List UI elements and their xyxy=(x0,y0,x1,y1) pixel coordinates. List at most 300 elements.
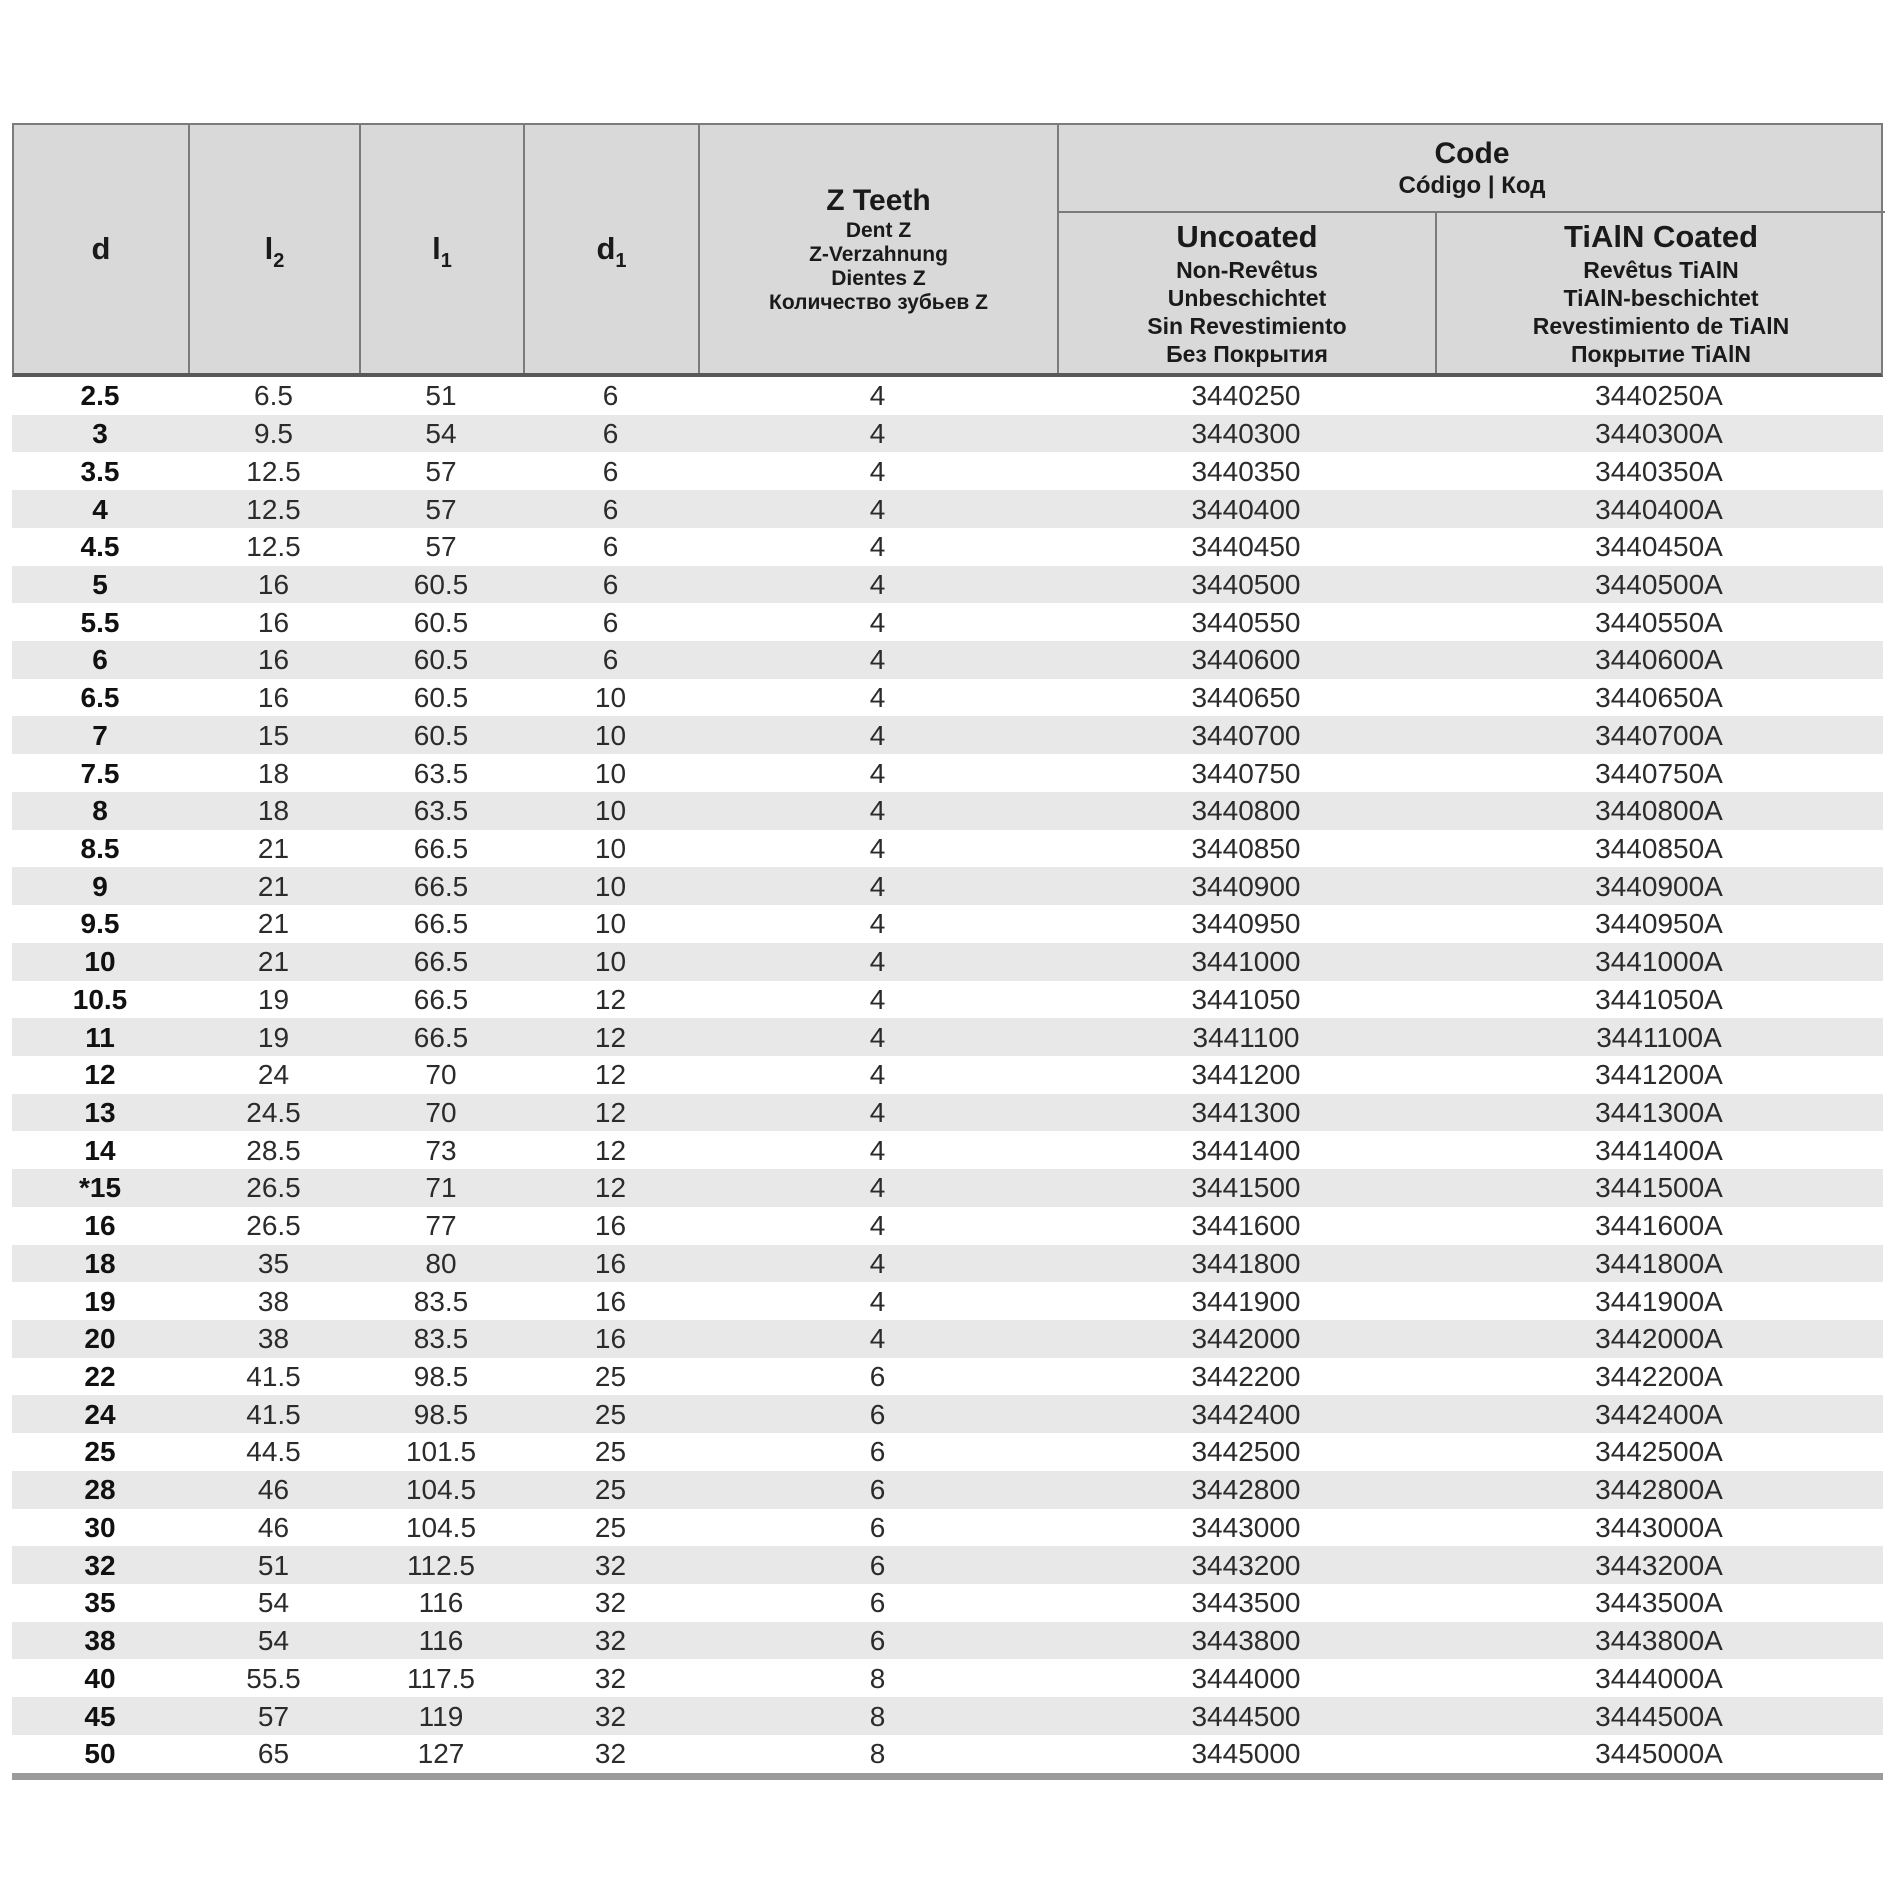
cell-d1: 10 xyxy=(594,870,627,902)
cell-d: 35 xyxy=(84,1587,116,1619)
cell-code-uncoated: 3440900 xyxy=(1191,870,1301,902)
cell-code-tialn-coated: 3440500A xyxy=(1595,568,1723,600)
cell-code-tialn-coated: 3442000A xyxy=(1595,1323,1723,1355)
cell-l1: 83.5 xyxy=(413,1323,469,1355)
uncoated-title: Uncoated xyxy=(1176,219,1318,254)
cell-l2: 54 xyxy=(257,1587,290,1619)
cell-d1: 16 xyxy=(594,1247,627,1279)
cell-code-uncoated: 3441900 xyxy=(1191,1285,1301,1317)
cell-code-tialn-coated: 3440600A xyxy=(1595,644,1723,676)
cell-l1: 83.5 xyxy=(413,1285,469,1317)
header-col-l1-label: l xyxy=(432,231,441,266)
table-row xyxy=(12,1697,1883,1735)
cell-code-tialn-coated: 3440900A xyxy=(1595,870,1723,902)
cell-l2: 35 xyxy=(257,1247,290,1279)
cell-l1: 104.5 xyxy=(405,1474,477,1506)
cell-d: 20 xyxy=(84,1323,116,1355)
cell-l2: 21 xyxy=(257,832,290,864)
cell-d1: 6 xyxy=(602,531,619,563)
cell-d: 9 xyxy=(92,870,108,902)
cell-z-teeth: 4 xyxy=(869,531,886,563)
cell-l1: 116 xyxy=(418,1625,464,1657)
cell-z-teeth: 4 xyxy=(869,908,886,940)
cell-d1: 10 xyxy=(594,757,627,789)
cell-code-tialn-coated: 3441050A xyxy=(1595,983,1723,1015)
cell-d1: 12 xyxy=(594,1097,627,1129)
table-row xyxy=(12,1169,1883,1207)
cell-code-uncoated: 3443500 xyxy=(1191,1587,1301,1619)
uncoated-subtitle-fr: Non-Revêtus xyxy=(1176,257,1318,283)
cell-d: 38 xyxy=(84,1625,116,1657)
cell-code-uncoated: 3440550 xyxy=(1191,606,1301,638)
table-row xyxy=(12,943,1883,981)
cell-l1: 66.5 xyxy=(413,946,469,978)
cell-l2: 15 xyxy=(257,719,290,751)
header-col-d1-label: d xyxy=(596,231,616,266)
cell-code-tialn-coated: 3440250A xyxy=(1595,380,1723,412)
header-col-d xyxy=(14,125,190,373)
cell-d1: 10 xyxy=(594,946,627,978)
cell-d: 5.5 xyxy=(80,606,120,638)
z-teeth-subtitle-es: Dientes Z xyxy=(831,267,926,290)
cell-z-teeth: 8 xyxy=(869,1700,886,1732)
cell-l2: 16 xyxy=(257,644,290,676)
cell-d: 28 xyxy=(84,1474,116,1506)
code-title: Code xyxy=(1434,137,1510,170)
cell-l1: 60.5 xyxy=(413,644,469,676)
header-col-d-label: d xyxy=(91,231,111,266)
cell-z-teeth: 4 xyxy=(869,380,886,412)
cell-d1: 32 xyxy=(594,1587,627,1619)
cell-code-uncoated: 3443200 xyxy=(1191,1549,1301,1581)
tialn-coated-subtitle-ru: Покрытие TiAlN xyxy=(1570,341,1751,367)
table-row xyxy=(12,641,1883,679)
cell-l1: 60.5 xyxy=(413,719,469,751)
cell-code-uncoated: 3440650 xyxy=(1191,682,1301,714)
table-row xyxy=(12,1735,1883,1773)
cell-d: 6.5 xyxy=(80,682,120,714)
cell-d: 7.5 xyxy=(80,757,120,789)
cell-code-uncoated: 3441600 xyxy=(1191,1210,1301,1242)
cell-code-uncoated: 3444000 xyxy=(1191,1662,1301,1694)
cell-code-uncoated: 3441200 xyxy=(1191,1059,1301,1091)
cell-d1: 10 xyxy=(594,719,627,751)
cell-code-tialn-coated: 3441300A xyxy=(1595,1097,1723,1129)
cell-d: 5 xyxy=(92,568,108,600)
cell-code-uncoated: 3441400 xyxy=(1191,1134,1301,1166)
cell-l1: 70 xyxy=(425,1059,457,1091)
table-row xyxy=(12,377,1883,415)
cell-l1: 117.5 xyxy=(407,1662,475,1694)
cell-d1: 6 xyxy=(602,455,619,487)
table-row xyxy=(12,679,1883,717)
cell-code-tialn-coated: 3441200A xyxy=(1595,1059,1723,1091)
cell-z-teeth: 6 xyxy=(869,1361,886,1393)
header-code xyxy=(1059,125,1885,213)
cell-code-tialn-coated: 3442500A xyxy=(1595,1436,1723,1468)
cell-d1: 16 xyxy=(594,1285,627,1317)
cell-code-tialn-coated: 3441400A xyxy=(1595,1134,1723,1166)
cell-l2: 26.5 xyxy=(246,1172,301,1204)
cell-code-uncoated: 3442200 xyxy=(1191,1361,1301,1393)
cell-l2: 65 xyxy=(257,1738,290,1770)
cell-code-uncoated: 3440950 xyxy=(1191,908,1301,940)
cell-code-uncoated: 3440800 xyxy=(1191,795,1301,827)
cell-d1: 25 xyxy=(594,1398,627,1430)
z-teeth-subtitle-ru: Количество зубьев Z xyxy=(769,291,988,314)
cell-l1: 119 xyxy=(418,1700,464,1732)
cell-code-tialn-coated: 3440800A xyxy=(1595,795,1723,827)
cell-code-uncoated: 3440250 xyxy=(1191,380,1301,412)
table-row xyxy=(12,1584,1883,1622)
cell-d1: 32 xyxy=(594,1662,627,1694)
cell-l1: 127 xyxy=(417,1738,465,1770)
header-col-l1 xyxy=(361,125,525,373)
cell-d: 19 xyxy=(84,1285,116,1317)
cell-d: 16 xyxy=(84,1210,116,1242)
cell-d: 25 xyxy=(84,1436,116,1468)
table-header xyxy=(12,123,1883,377)
cell-l2: 21 xyxy=(257,946,290,978)
table-row xyxy=(12,981,1883,1019)
cell-z-teeth: 4 xyxy=(869,1059,886,1091)
cell-l1: 63.5 xyxy=(413,757,469,789)
cell-d1: 12 xyxy=(594,1134,627,1166)
header-col-d1-subscript: 1 xyxy=(615,250,627,272)
cell-d1: 10 xyxy=(594,795,627,827)
cell-d: 6 xyxy=(92,644,108,676)
cell-code-uncoated: 3441000 xyxy=(1191,946,1301,978)
cell-z-teeth: 4 xyxy=(869,455,886,487)
cell-l1: 101.5 xyxy=(405,1436,477,1468)
cell-z-teeth: 6 xyxy=(869,1474,886,1506)
cell-code-tialn-coated: 3443200A xyxy=(1595,1549,1723,1581)
table-row xyxy=(12,1622,1883,1660)
cell-z-teeth: 4 xyxy=(869,719,886,751)
tialn-coated-subtitle-es: Revestimiento de TiAlN xyxy=(1532,313,1790,339)
cell-l1: 80 xyxy=(425,1247,457,1279)
cell-code-uncoated: 3440600 xyxy=(1191,644,1301,676)
cell-code-uncoated: 3443800 xyxy=(1191,1625,1301,1657)
cell-code-uncoated: 3440700 xyxy=(1191,719,1301,751)
tialn-coated-subtitle-fr: Revêtus TiAlN xyxy=(1583,257,1739,283)
cell-d1: 32 xyxy=(594,1625,627,1657)
table-row xyxy=(12,1358,1883,1396)
cell-l1: 66.5 xyxy=(413,908,469,940)
cell-l1: 54 xyxy=(425,418,457,450)
cell-d: 50 xyxy=(84,1738,116,1770)
uncoated-subtitle-es: Sin Revestimiento xyxy=(1147,313,1347,339)
cell-l2: 54 xyxy=(257,1625,290,1657)
cell-code-uncoated: 3440400 xyxy=(1191,493,1301,525)
cell-d: 45 xyxy=(84,1700,116,1732)
table-row xyxy=(12,415,1883,453)
cell-z-teeth: 6 xyxy=(869,1549,886,1581)
cell-code-uncoated: 3444500 xyxy=(1191,1700,1301,1732)
cell-l2: 19 xyxy=(257,1021,290,1053)
header-col-tialn-coated xyxy=(1437,213,1885,373)
cell-z-teeth: 6 xyxy=(869,1398,886,1430)
cell-l2: 18 xyxy=(257,795,290,827)
z-teeth-subtitle-de: Z-Verzahnung xyxy=(809,243,948,266)
cell-d1: 25 xyxy=(594,1436,627,1468)
cell-code-tialn-coated: 3442800A xyxy=(1595,1474,1723,1506)
cell-l2: 12.5 xyxy=(246,455,301,487)
cell-l2: 44.5 xyxy=(246,1436,301,1468)
cell-code-tialn-coated: 3440650A xyxy=(1595,682,1723,714)
cell-l1: 60.5 xyxy=(413,682,469,714)
tialn-coated-subtitle-de: TiAlN-beschichtet xyxy=(1563,285,1759,311)
cell-code-tialn-coated: 3441100A xyxy=(1596,1021,1722,1053)
cell-d1: 12 xyxy=(594,1021,627,1053)
cell-l2: 55.5 xyxy=(246,1662,301,1694)
table-row xyxy=(12,1320,1883,1358)
cell-l2: 9.5 xyxy=(254,418,293,450)
tialn-coated-title: TiAlN Coated xyxy=(1563,219,1759,254)
cell-l1: 98.5 xyxy=(413,1398,469,1430)
cell-d1: 10 xyxy=(594,682,627,714)
cell-code-tialn-coated: 3441000A xyxy=(1595,946,1723,978)
cell-code-tialn-coated: 3441500A xyxy=(1595,1172,1723,1204)
cell-z-teeth: 4 xyxy=(869,1323,886,1355)
cell-l1: 71 xyxy=(425,1172,457,1204)
cell-d: 11 xyxy=(85,1021,115,1053)
cell-z-teeth: 4 xyxy=(869,1021,886,1053)
cell-l1: 73 xyxy=(425,1134,457,1166)
cell-code-uncoated: 3441050 xyxy=(1191,983,1301,1015)
cell-code-uncoated: 3440300 xyxy=(1191,418,1301,450)
cell-code-uncoated: 3443000 xyxy=(1191,1511,1301,1543)
table-row xyxy=(12,1245,1883,1283)
cell-l2: 12.5 xyxy=(246,493,301,525)
cell-z-teeth: 4 xyxy=(869,682,886,714)
cell-code-tialn-coated: 3440450A xyxy=(1595,531,1723,563)
header-col-l1-subscript: 1 xyxy=(440,250,452,272)
cell-z-teeth: 4 xyxy=(869,832,886,864)
cell-l2: 41.5 xyxy=(246,1398,301,1430)
table-row xyxy=(12,603,1883,641)
cell-z-teeth: 4 xyxy=(869,644,886,676)
cell-code-tialn-coated: 3440300A xyxy=(1595,418,1723,450)
cell-z-teeth: 4 xyxy=(869,1247,886,1279)
cell-d1: 16 xyxy=(594,1210,627,1242)
cell-z-teeth: 4 xyxy=(869,493,886,525)
cell-l1: 60.5 xyxy=(413,606,469,638)
cell-code-uncoated: 3442800 xyxy=(1191,1474,1301,1506)
cell-d: 10.5 xyxy=(72,983,128,1015)
table-row xyxy=(12,792,1883,830)
cell-d: 22 xyxy=(84,1361,116,1393)
cell-code-tialn-coated: 3440700A xyxy=(1595,719,1723,751)
cell-code-uncoated: 3445000 xyxy=(1191,1738,1301,1770)
cell-l2: 46 xyxy=(257,1474,290,1506)
header-code-group xyxy=(1059,125,1885,373)
product-code-table xyxy=(12,123,1883,1780)
cell-code-tialn-coated: 3445000A xyxy=(1595,1738,1723,1770)
cell-d: 8.5 xyxy=(80,832,120,864)
table-row xyxy=(12,1433,1883,1471)
cell-d1: 6 xyxy=(602,606,619,638)
cell-code-uncoated: 3442400 xyxy=(1191,1398,1301,1430)
cell-d: 13 xyxy=(84,1097,116,1129)
cell-z-teeth: 6 xyxy=(869,1625,886,1657)
cell-l2: 38 xyxy=(257,1323,290,1355)
table-row xyxy=(12,867,1883,905)
cell-l2: 38 xyxy=(257,1285,290,1317)
cell-z-teeth: 4 xyxy=(869,1134,886,1166)
cell-d1: 32 xyxy=(594,1738,627,1770)
cell-l2: 28.5 xyxy=(246,1134,301,1166)
cell-code-tialn-coated: 3443500A xyxy=(1595,1587,1723,1619)
cell-l1: 57 xyxy=(425,455,457,487)
cell-l1: 116 xyxy=(418,1587,464,1619)
cell-z-teeth: 4 xyxy=(869,606,886,638)
cell-l2: 24.5 xyxy=(246,1097,301,1129)
table-row xyxy=(12,830,1883,868)
header-col-l2 xyxy=(190,125,361,373)
cell-d: 2.5 xyxy=(80,380,120,412)
cell-z-teeth: 4 xyxy=(869,568,886,600)
cell-d1: 6 xyxy=(602,568,619,600)
cell-code-tialn-coated: 3440550A xyxy=(1595,606,1723,638)
cell-l1: 60.5 xyxy=(413,568,469,600)
cell-l2: 26.5 xyxy=(246,1210,301,1242)
cell-d1: 25 xyxy=(594,1511,627,1543)
cell-d: 12 xyxy=(84,1059,116,1091)
cell-d1: 10 xyxy=(594,908,627,940)
cell-z-teeth: 6 xyxy=(869,1587,886,1619)
cell-l1: 66.5 xyxy=(413,1021,469,1053)
cell-code-tialn-coated: 3441600A xyxy=(1595,1210,1723,1242)
cell-d1: 6 xyxy=(602,644,619,676)
table-row xyxy=(12,1509,1883,1547)
table-row xyxy=(12,1546,1883,1584)
code-subtitle: Código | Код xyxy=(1398,172,1546,199)
cell-z-teeth: 4 xyxy=(869,1285,886,1317)
table-row xyxy=(12,905,1883,943)
cell-code-uncoated: 3440350 xyxy=(1191,455,1301,487)
cell-d1: 6 xyxy=(602,493,619,525)
cell-code-uncoated: 3441100 xyxy=(1192,1021,1300,1053)
cell-code-uncoated: 3440450 xyxy=(1191,531,1301,563)
uncoated-subtitle-de: Unbeschichtet xyxy=(1167,285,1327,311)
cell-d: 4 xyxy=(92,493,108,525)
cell-z-teeth: 4 xyxy=(869,946,886,978)
cell-l2: 18 xyxy=(257,757,290,789)
header-col-z-teeth xyxy=(700,125,1059,373)
header-col-l2-subscript: 2 xyxy=(273,250,285,272)
cell-l2: 16 xyxy=(257,606,290,638)
cell-d: 30 xyxy=(84,1511,116,1543)
cell-code-tialn-coated: 3440850A xyxy=(1595,832,1723,864)
table-row xyxy=(12,716,1883,754)
cell-code-uncoated: 3440850 xyxy=(1191,832,1301,864)
cell-d: 32 xyxy=(84,1549,116,1581)
cell-code-tialn-coated: 3443800A xyxy=(1595,1625,1723,1657)
table-row xyxy=(12,1395,1883,1433)
cell-z-teeth: 4 xyxy=(869,418,886,450)
cell-code-tialn-coated: 3442400A xyxy=(1595,1398,1723,1430)
cell-code-tialn-coated: 3441900A xyxy=(1595,1285,1723,1317)
cell-code-tialn-coated: 3440350A xyxy=(1595,455,1723,487)
cell-z-teeth: 6 xyxy=(869,1436,886,1468)
cell-l1: 57 xyxy=(425,493,457,525)
cell-code-tialn-coated: 3440950A xyxy=(1595,908,1723,940)
header-col-uncoated xyxy=(1059,213,1437,373)
cell-code-uncoated: 3440500 xyxy=(1191,568,1301,600)
cell-d1: 12 xyxy=(594,1172,627,1204)
cell-l2: 41.5 xyxy=(246,1361,301,1393)
table-row xyxy=(12,754,1883,792)
cell-l2: 24 xyxy=(257,1059,290,1091)
cell-z-teeth: 8 xyxy=(869,1662,886,1694)
cell-code-uncoated: 3442000 xyxy=(1191,1323,1301,1355)
cell-l2: 16 xyxy=(257,682,290,714)
cell-d: 3.5 xyxy=(80,455,120,487)
cell-l1: 98.5 xyxy=(413,1361,469,1393)
table-row xyxy=(12,1094,1883,1132)
cell-code-tialn-coated: 3441800A xyxy=(1595,1247,1723,1279)
cell-d1: 6 xyxy=(602,380,619,412)
table-row xyxy=(12,1282,1883,1320)
cell-d: 24 xyxy=(84,1398,116,1430)
cell-code-uncoated: 3441500 xyxy=(1191,1172,1301,1204)
header-code-columns xyxy=(1059,213,1885,373)
cell-l1: 66.5 xyxy=(413,870,469,902)
cell-l1: 66.5 xyxy=(413,983,469,1015)
cell-code-uncoated: 3441300 xyxy=(1191,1097,1301,1129)
cell-code-tialn-coated: 3442200A xyxy=(1595,1361,1723,1393)
cell-d: *15 xyxy=(78,1172,122,1204)
table-row xyxy=(12,1131,1883,1169)
table-row xyxy=(12,1659,1883,1697)
table-row xyxy=(12,1207,1883,1245)
cell-d1: 10 xyxy=(594,832,627,864)
cell-d1: 12 xyxy=(594,1059,627,1091)
cell-l1: 51 xyxy=(425,380,457,412)
table-row xyxy=(12,566,1883,604)
cell-d1: 25 xyxy=(594,1474,627,1506)
table-row xyxy=(12,452,1883,490)
cell-code-tialn-coated: 3440750A xyxy=(1595,757,1723,789)
cell-z-teeth: 4 xyxy=(869,1097,886,1129)
cell-l2: 12.5 xyxy=(246,531,301,563)
cell-l1: 66.5 xyxy=(413,832,469,864)
cell-l1: 112.5 xyxy=(407,1549,475,1581)
cell-z-teeth: 6 xyxy=(869,1511,886,1543)
cell-d: 9.5 xyxy=(80,908,120,940)
cell-d: 4.5 xyxy=(80,531,120,563)
cell-l2: 57 xyxy=(257,1700,290,1732)
cell-code-tialn-coated: 3440400A xyxy=(1595,493,1723,525)
cell-d1: 25 xyxy=(594,1361,627,1393)
cell-l2: 46 xyxy=(257,1511,290,1543)
cell-l2: 21 xyxy=(257,870,290,902)
cell-d1: 6 xyxy=(602,418,619,450)
cell-l1: 63.5 xyxy=(413,795,469,827)
cell-l1: 57 xyxy=(425,531,457,563)
table-row xyxy=(12,1056,1883,1094)
cell-z-teeth: 4 xyxy=(869,757,886,789)
cell-code-uncoated: 3442500 xyxy=(1191,1436,1301,1468)
uncoated-subtitle-ru: Без Покрытия xyxy=(1166,341,1328,367)
cell-code-uncoated: 3440750 xyxy=(1191,757,1301,789)
cell-l2: 6.5 xyxy=(254,380,293,412)
cell-z-teeth: 4 xyxy=(869,1172,886,1204)
cell-z-teeth: 4 xyxy=(869,795,886,827)
cell-code-tialn-coated: 3443000A xyxy=(1595,1511,1723,1543)
cell-l2: 51 xyxy=(257,1549,290,1581)
